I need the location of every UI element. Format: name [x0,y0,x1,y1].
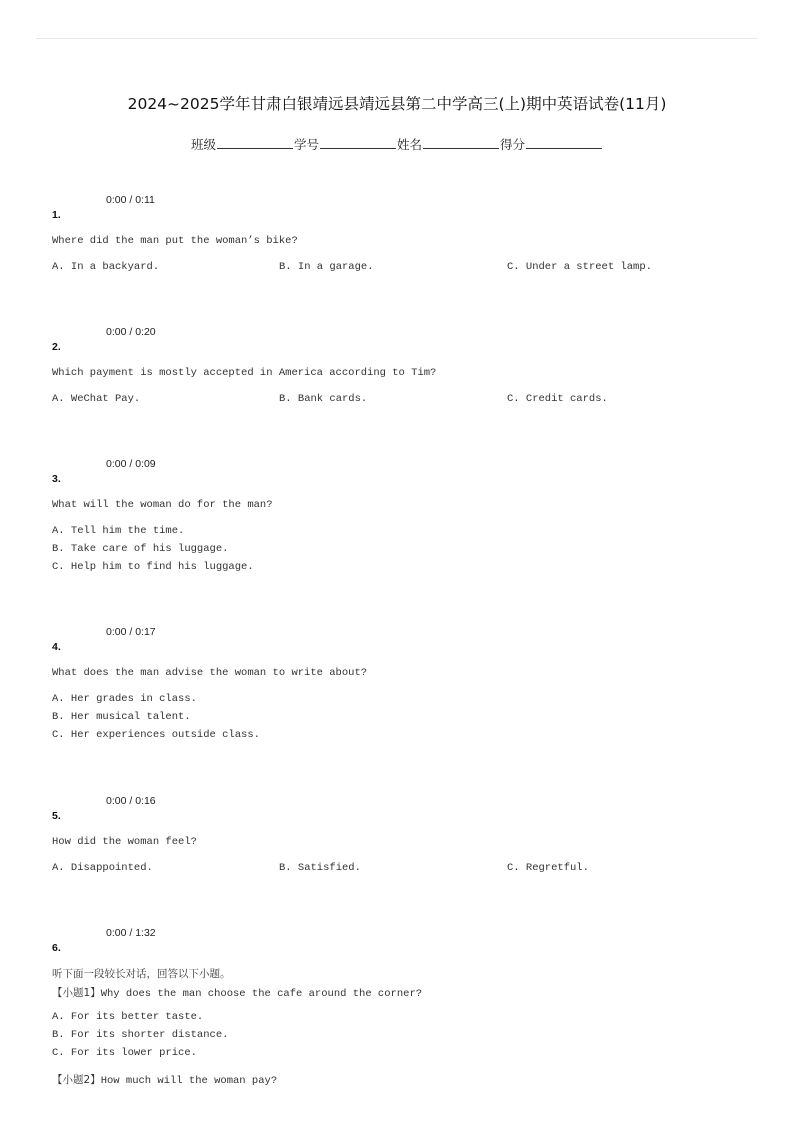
audio-player-time[interactable]: 0:00 / 0:20 [106,326,156,338]
question-number: 6. [52,942,61,954]
options-list [52,693,260,747]
class-blank[interactable] [217,136,293,149]
option-c[interactable]: C. Under a street lamp. [507,261,652,273]
option-b[interactable]: B. Her musical talent. [52,711,191,723]
subquestion-tag: 【小题1】 [52,987,101,999]
options-list [52,525,254,579]
subquestion-tag: 【小题2】 [52,1074,101,1086]
audio-player-time[interactable]: 0:00 / 0:09 [106,458,156,470]
option-b[interactable]: B. Take care of his luggage. [52,543,229,555]
score-blank[interactable] [526,136,602,149]
question-stem: Which payment is mostly accepted in America according to Tim? [52,367,437,379]
option-c[interactable]: C. Help him to find his luggage. [52,561,254,573]
subquestion-stem: How much will the woman pay? [100,1075,278,1087]
page-title: 2024~2025学年甘肃白银靖远县靖远县第二中学高三(上)期中英语试卷(11月) [127,95,667,113]
question-intro: 听下面一段较长对话，回答以下小题。 [52,968,231,980]
option-b[interactable]: B. Satisfied. [279,862,361,874]
options-list [52,1011,228,1065]
option-b[interactable]: B. For its shorter distance. [52,1029,229,1041]
option-c[interactable]: C. Credit cards. [507,393,608,405]
subquestion-1 [52,985,422,1000]
option-a[interactable]: A. In a backyard. [52,261,160,273]
option-c[interactable]: C. Regretful. [507,862,589,874]
option-b[interactable]: B. In a garage. [279,261,374,273]
option-c[interactable]: C. For its lower price. [52,1047,197,1059]
header-rule [36,38,758,39]
option-c[interactable]: C. Her experiences outside class. [52,729,260,741]
name-label: 姓名 [397,137,423,152]
option-a[interactable]: A. Tell him the time. [52,525,185,537]
option-b[interactable]: B. Bank cards. [279,393,368,405]
question-number: 5. [52,810,61,822]
question-stem: What will the woman do for the man? [52,499,273,511]
subquestion-2 [52,1072,277,1087]
question-stem: What does the man advise the woman to write about? [52,667,368,679]
audio-player-time[interactable]: 0:00 / 1:32 [106,927,156,939]
option-a[interactable]: A. Disappointed. [52,862,153,874]
question-number: 2. [52,341,61,353]
id-label: 学号 [293,137,319,152]
question-stem: How did the woman feel? [52,836,197,848]
audio-player-time[interactable]: 0:00 / 0:17 [106,626,156,638]
score-label: 得分 [500,137,526,152]
audio-player-time[interactable]: 0:00 / 0:11 [106,194,155,206]
audio-player-time[interactable]: 0:00 / 0:16 [106,795,156,807]
class-label: 班级 [190,137,216,152]
student-info-line [0,135,794,153]
subquestion-stem: Why does the man choose the cafe around the corner? [100,988,423,1000]
question-number: 1. [52,209,61,221]
name-blank[interactable] [423,136,499,149]
id-blank[interactable] [320,136,396,149]
option-a[interactable]: A. WeChat Pay. [52,393,141,405]
option-a[interactable]: A. For its better taste. [52,1011,204,1023]
question-number: 4. [52,641,61,653]
question-stem: Where did the man put the woman’s bike? [52,235,298,247]
question-number: 3. [52,473,61,485]
option-a[interactable]: A. Her grades in class. [52,693,197,705]
